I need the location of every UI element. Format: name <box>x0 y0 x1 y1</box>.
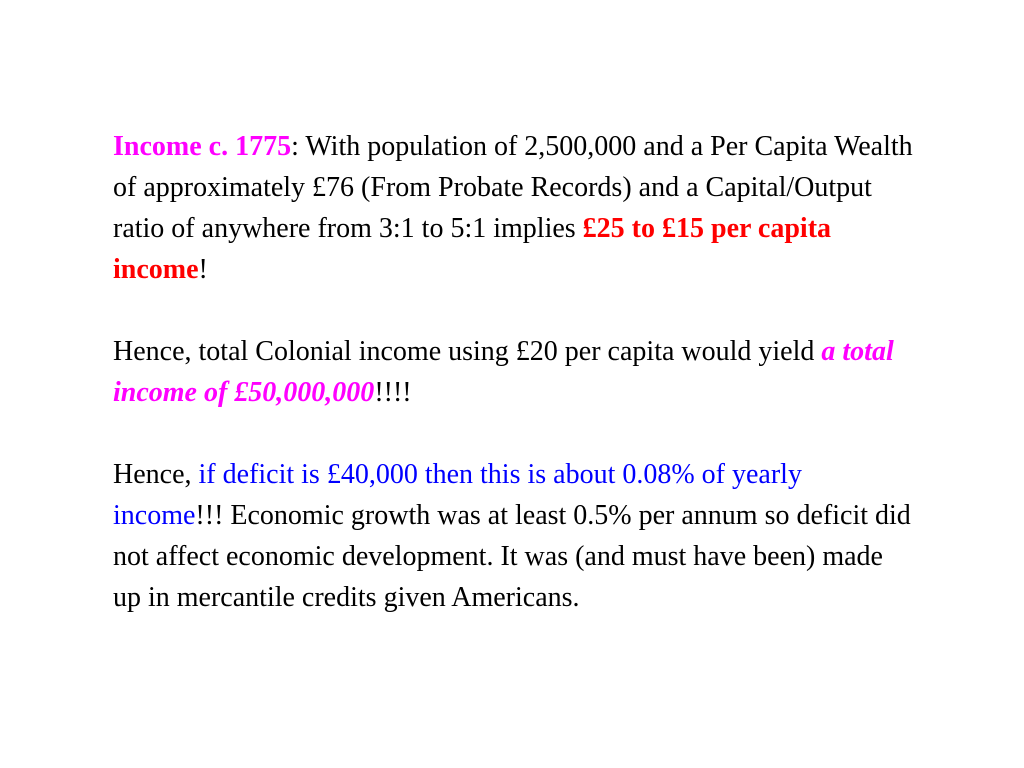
paragraph-deficit <box>113 454 913 618</box>
per-capita-income-highlight: £25 to £15 per capita income <box>113 213 832 285</box>
paragraph2-text-b: !!!! <box>374 377 412 408</box>
paragraph2-text-a: Hence, total Colonial income using £20 per capita would yield <box>113 336 822 367</box>
paragraph-income-1775 <box>113 126 913 290</box>
paragraph3-text-b: !!! Economic growth was at least 0.5% per annum so deficit did not affect economic development. It was (and must have been) made up in mercantile credits given Americans. <box>113 500 911 613</box>
paragraph1-text-b: ! <box>198 254 208 285</box>
paragraph1-text-a: : With population of 2,500,000 and a Per Capita Wealth of approximately £76 (From Probate Records) and a Capital/Output ratio of anywhere from 3:1 to 5:1 implies <box>113 131 913 244</box>
income-heading: Income c. 1775 <box>113 131 292 162</box>
paragraph3-text-a: Hence, <box>113 459 199 490</box>
slide-body <box>113 126 913 618</box>
paragraph-total-income <box>113 331 913 413</box>
total-income-highlight: a total income of £50,000,000 <box>113 336 894 408</box>
deficit-highlight: if deficit is £40,000 then this is about 0.08% of yearly income <box>113 459 802 531</box>
